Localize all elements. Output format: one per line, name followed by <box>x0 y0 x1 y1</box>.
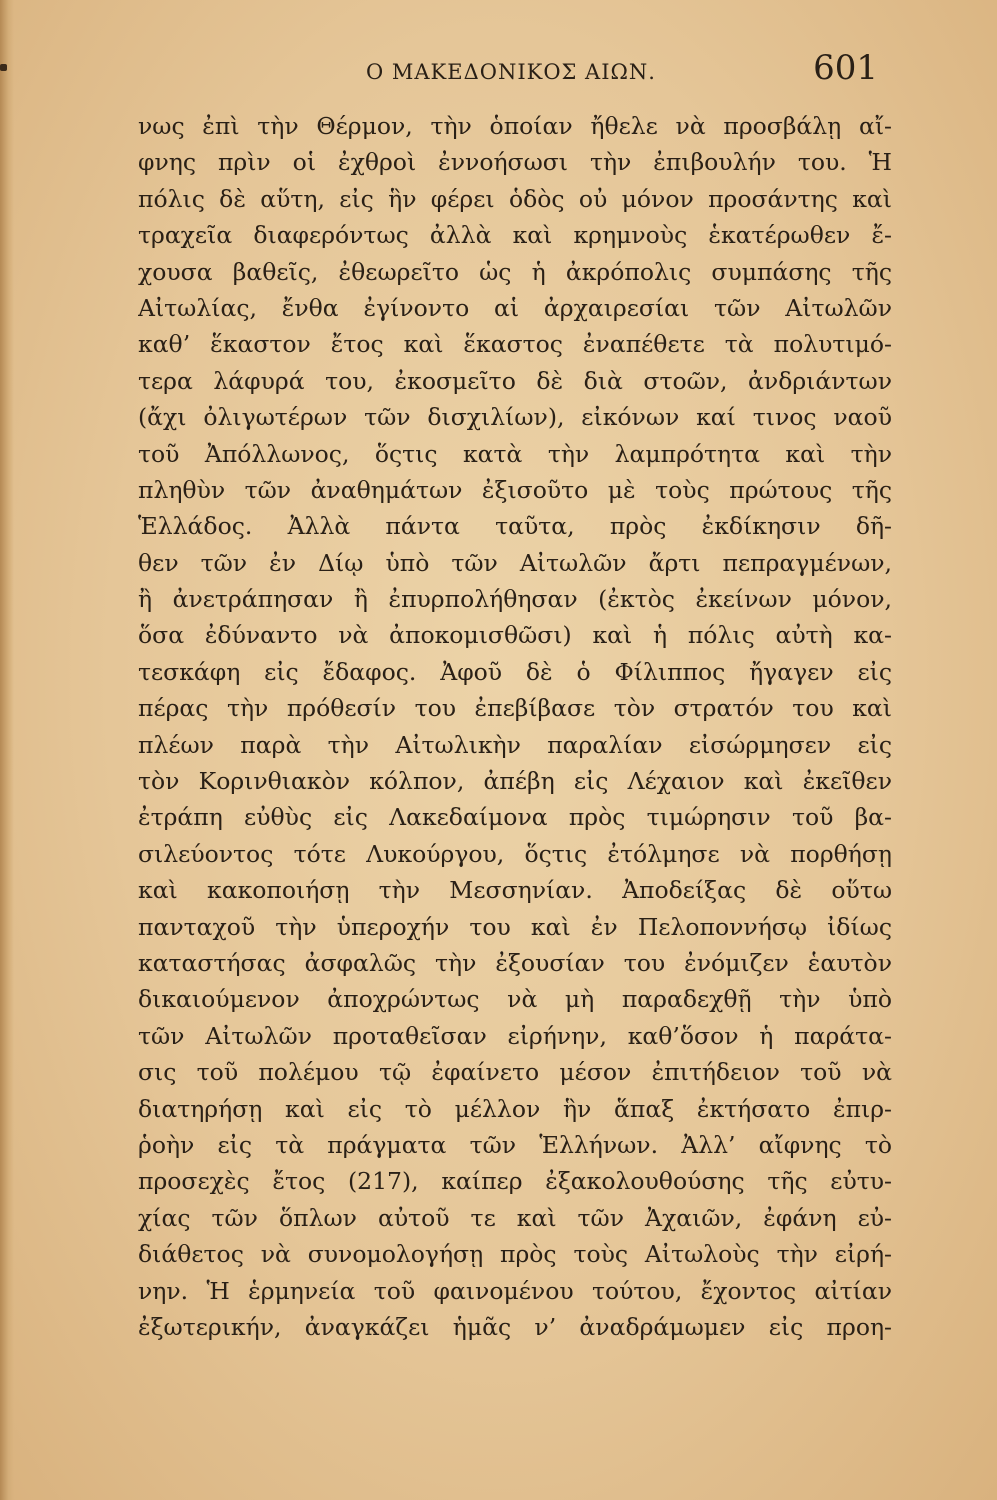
text-line: πόλις δὲ αὕτη, εἰς ἣν φέρει ὁδὸς οὐ μόνον προσάντης καὶ <box>138 184 892 213</box>
running-title: Ο ΜΑΚΕΔΟΝΙΚΟΣ ΑΙΩΝ. <box>366 60 656 84</box>
text-line: χίας τῶν ὅπλων αὐτοῦ τε καὶ τῶν Ἀχαιῶν, ἐφάνη εὐ- <box>138 1203 892 1232</box>
text-line: τραχεῖα διαφερόντως ἀλλὰ καὶ κρημνοὺς ἑκατέρωθεν ἔ- <box>138 221 892 250</box>
text-line: προσεχὲς ἔτος (217), καίπερ ἐξακολουθούσης τῆς εὐτυ- <box>138 1167 892 1196</box>
body-text <box>138 108 892 1345</box>
text-line: σις τοῦ πολέμου τῷ ἐφαίνετο μέσον ἐπιτήδειον τοῦ νὰ <box>138 1058 892 1087</box>
text-line: ἐξωτερικήν, ἀναγκάζει ἡμᾶς ν’ ἀναδράμωμεν εἰς προη- <box>138 1312 892 1341</box>
text-line: πέρας τὴν πρόθεσίν του ἐπεβίβασε τὸν στρατόν του καὶ <box>138 694 892 723</box>
page-binding-edge <box>0 0 14 1500</box>
binding-mark <box>0 64 7 71</box>
running-head <box>138 48 878 98</box>
page-number: 601 <box>813 48 878 88</box>
text-line: διάθετος νὰ συνομολογήσῃ πρὸς τοὺς Αἰτωλοὺς τὴν εἰρή- <box>138 1240 892 1269</box>
text-line: Αἰτωλίας, ἔνθα ἐγίνοντο αἱ ἀρχαιρεσίαι τῶν Αἰτωλῶν <box>138 293 892 322</box>
text-line: νως ἐπὶ τὴν Θέρμον, τὴν ὁποίαν ἤθελε νὰ προσβάλῃ αἴ- <box>138 112 892 140</box>
text-line: πανταχοῦ τὴν ὑπεροχήν του καὶ ἐν Πελοποννήσῳ ἰδίως <box>138 912 892 941</box>
text-line: τὸν Κορινθιακὸν κόλπον, ἀπέβη εἰς Λέχαιον καὶ ἐκεῖθεν <box>138 767 892 796</box>
text-line: ὅσα ἐδύναντο νὰ ἀποκομισθῶσι) καὶ ἡ πόλις αὐτὴ κα- <box>138 621 892 650</box>
text-line: τοῦ Ἀπόλλωνος, ὅςτις κατὰ τὴν λαμπρότητα καὶ τὴν <box>138 439 892 468</box>
text-line: ῥοὴν εἰς τὰ πράγματα τῶν Ἑλλήνων. Ἀλλ’ αἴφνης τὸ <box>138 1130 892 1159</box>
text-line: καταστήσας ἀσφαλῶς τὴν ἐξουσίαν του ἐνόμιζεν ἑαυτὸν <box>138 948 892 977</box>
text-line: διατηρήσῃ καὶ εἰς τὸ μέλλον ἣν ἅπαξ ἐκτήσατο ἐπιρ- <box>138 1094 892 1123</box>
text-line: θεν τῶν ἐν Δίῳ ὑπὸ τῶν Αἰτωλῶν ἄρτι πεπραγμένων, <box>138 548 892 577</box>
text-line: ἐτράπη εὐθὺς εἰς Λακεδαίμονα πρὸς τιμώρησιν τοῦ βα- <box>138 803 892 832</box>
text-line: τερα λάφυρά του, ἐκοσμεῖτο δὲ διὰ στοῶν, ἀνδριάντων <box>138 366 892 395</box>
text-line: πληθὺν τῶν ἀναθημάτων ἐξισοῦτο μὲ τοὺς πρώτους τῆς <box>138 475 892 504</box>
text-line: ἢ ἀνετράπησαν ἢ ἐπυρπολήθησαν (ἐκτὸς ἐκείνων μόνον, <box>138 585 892 614</box>
text-line: Ἑλλάδος. Ἀλλὰ πάντα ταῦτα, πρὸς ἐκδίκησιν δῆ- <box>138 512 892 541</box>
text-line: φνης πρὶν οἱ ἐχθροὶ ἐννοήσωσι τὴν ἐπιβουλήν του. Ἡ <box>138 148 892 177</box>
text-line: τῶν Αἰτωλῶν προταθεῖσαν εἰρήνην, καθ’ὅσον ἡ παράτα- <box>138 1021 892 1050</box>
text-line: δικαιούμενον ἀποχρώντως νὰ μὴ παραδεχθῇ τὴν ὑπὸ <box>138 985 892 1014</box>
text-line: καθ’ ἕκαστον ἔτος καὶ ἕκαστος ἐναπέθετε τὰ πολυτιμό- <box>138 330 892 359</box>
text-line: (ἄχι ὀλιγωτέρων τῶν δισχιλίων), εἰκόνων καί τινος ναοῦ <box>138 403 892 432</box>
text-line: πλέων παρὰ τὴν Αἰτωλικὴν παραλίαν εἰσώρμησεν εἰς <box>138 730 892 759</box>
text-line: σιλεύοντος τότε Λυκούργου, ὅςτις ἐτόλμησε νὰ πορθήσῃ <box>138 839 892 868</box>
text-line: καὶ κακοποιήσῃ τὴν Μεσσηνίαν. Ἀποδείξας δὲ οὕτω <box>138 876 892 905</box>
text-line: τεσκάφη εἰς ἔδαφος. Ἀφοῦ δὲ ὁ Φίλιππος ἤγαγεν εἰς <box>138 657 892 686</box>
text-line: χουσα βαθεῖς, ἐθεωρεῖτο ὡς ἡ ἀκρόπολις συμπάσης τῆς <box>138 257 892 286</box>
text-line: νην. Ἡ ἑρμηνεία τοῦ φαινομένου τούτου, ἔχοντος αἰτίαν <box>138 1276 892 1305</box>
